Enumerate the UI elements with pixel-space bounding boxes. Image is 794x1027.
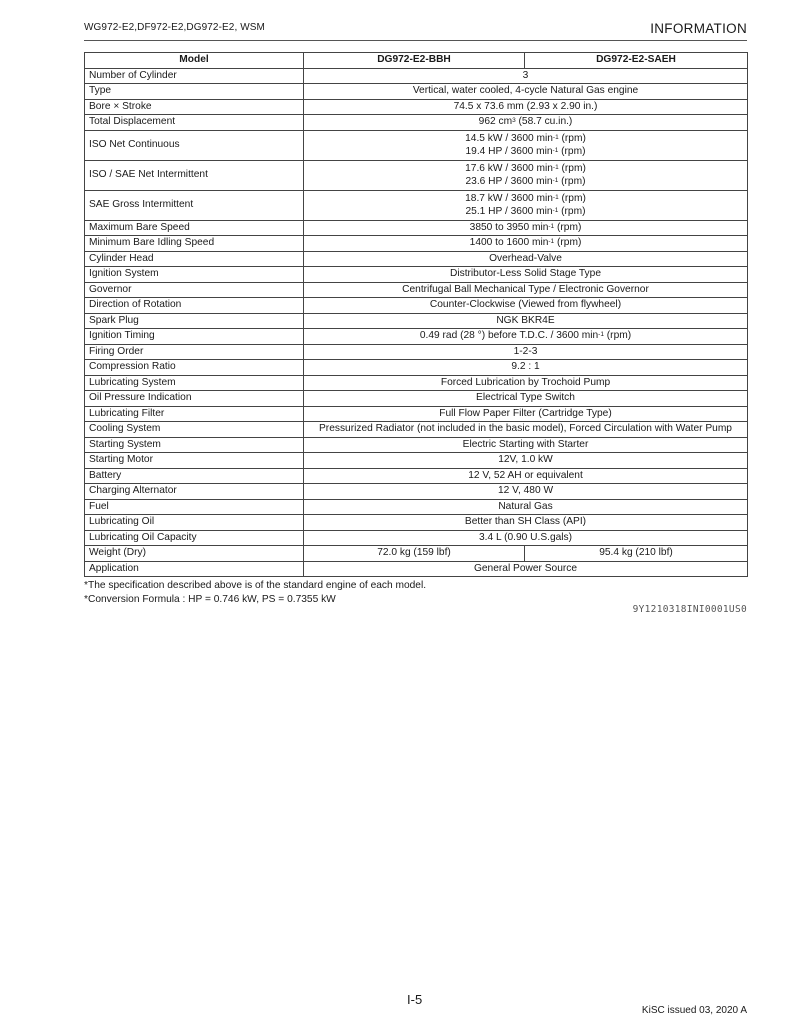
table-row xyxy=(85,422,748,438)
table-row xyxy=(85,329,748,345)
spec-value: Better than SH Class (API) xyxy=(304,515,748,531)
spec-value: 14.5 kW / 3600 $\min^{-1} (rpm)$ 19.4 HP / 3600 $\min^{-1} (rpm)$ xyxy=(304,130,748,160)
table-row xyxy=(85,546,748,562)
table-row xyxy=(85,561,748,577)
table-row xyxy=(85,115,748,131)
spec-label: Firing Order xyxy=(85,344,304,360)
table-row xyxy=(85,406,748,422)
spec-label: Lubricating Oil Capacity xyxy=(85,530,304,546)
footnote: *The specification described above is of the standard engine of each model. xyxy=(84,580,427,591)
header-divider xyxy=(84,40,747,41)
spec-value: Full Flow Paper Filter (Cartridge Type) xyxy=(304,406,748,422)
table-row xyxy=(85,68,748,84)
spec-value: 3850 to 3950 $\min^{-1} (rpm)$ xyxy=(304,220,748,236)
spec-label: Type xyxy=(85,84,304,100)
spec-label: ISO / SAE Net Intermittent xyxy=(85,160,304,190)
spec-value: 12V, 1.0 kW xyxy=(304,453,748,469)
table-row xyxy=(85,344,748,360)
header-section-title: INFORMATION xyxy=(650,21,747,36)
model-b-header: DG972-E2-SAEH xyxy=(525,53,748,69)
spec-value: Distributor-Less Solid Stage Type xyxy=(304,267,748,283)
spec-label: ISO Net Continuous xyxy=(85,130,304,160)
spec-label: Maximum Bare Speed xyxy=(85,220,304,236)
issue-info: KiSC issued 03, 2020 A xyxy=(641,1005,747,1016)
spec-value: 3.4 L (0.90 U.S.gals) xyxy=(304,530,748,546)
spec-value: General Power Source xyxy=(304,561,748,577)
spec-label: Cooling System xyxy=(85,422,304,438)
spec-label: Cylinder Head xyxy=(85,251,304,267)
spec-label: Total Displacement xyxy=(85,115,304,131)
spec-label: Number of Cylinder xyxy=(85,68,304,84)
spec-value: NGK BKR4E xyxy=(304,313,748,329)
table-row xyxy=(85,282,748,298)
spec-value: 12 V, 480 W xyxy=(304,484,748,500)
spec-value: 1400 to 1600 $\min^{-1} (rpm)$ xyxy=(304,236,748,252)
spec-label: Spark Plug xyxy=(85,313,304,329)
spec-label: Minimum Bare Idling Speed xyxy=(85,236,304,252)
spec-label: Ignition System xyxy=(85,267,304,283)
spec-label: Lubricating System xyxy=(85,375,304,391)
spec-value: Pressurized Radiator (not included in the basic model), Forced Circulation with Water Pump xyxy=(304,422,748,438)
document-code: 9Y1210318INI0001US0 xyxy=(632,604,747,615)
spec-value: Electric Starting with Starter xyxy=(304,437,748,453)
table-row xyxy=(85,190,748,220)
table-row xyxy=(85,267,748,283)
table-row xyxy=(85,130,748,160)
spec-value: 12 V, 52 AH or equivalent xyxy=(304,468,748,484)
spec-value: 74.5 x 73.6 mm (2.93 x 2.90 in.) xyxy=(304,99,748,115)
spec-value: Overhead-Valve xyxy=(304,251,748,267)
spec-label: Battery xyxy=(85,468,304,484)
table-row xyxy=(85,375,748,391)
header-doc-title: WG972-E2,DF972-E2,DG972-E2, WSM xyxy=(84,22,265,33)
table-row xyxy=(85,84,748,100)
spec-label: Lubricating Oil xyxy=(85,515,304,531)
spec-label: Starting System xyxy=(85,437,304,453)
spec-value: 9.2 : 1 xyxy=(304,360,748,376)
table-row xyxy=(85,437,748,453)
footnotes xyxy=(84,579,426,607)
table-header-row xyxy=(85,53,748,69)
spec-value: Centrifugal Ball Mechanical Type / Electronic Governor xyxy=(304,282,748,298)
table-row xyxy=(85,530,748,546)
spec-label: Fuel xyxy=(85,499,304,515)
spec-value-model-a: 72.0 kg (159 lbf) xyxy=(304,546,525,562)
spec-label: Weight (Dry) xyxy=(85,546,304,562)
spec-value: Electrical Type Switch xyxy=(304,391,748,407)
table-row xyxy=(85,484,748,500)
table-row xyxy=(85,499,748,515)
spec-value: 1-2-3 xyxy=(304,344,748,360)
table-row xyxy=(85,298,748,314)
spec-value: 3 xyxy=(304,68,748,84)
spec-label: Direction of Rotation xyxy=(85,298,304,314)
spec-label: Ignition Timing xyxy=(85,329,304,345)
spec-value: 18.7 kW / 3600 $\min^{-1} (rpm)$ 25.1 HP / 3600 $\min^{-1} (rpm)$ xyxy=(304,190,748,220)
model-header: Model xyxy=(85,53,304,69)
table-row xyxy=(85,236,748,252)
table-row xyxy=(85,360,748,376)
spec-value: 962 $cm^3$ (58.7 cu.in.) xyxy=(304,115,748,131)
spec-value: Counter-Clockwise (Viewed from flywheel) xyxy=(304,298,748,314)
table-row xyxy=(85,515,748,531)
table-row xyxy=(85,468,748,484)
spec-label: Application xyxy=(85,561,304,577)
spec-label: Bore × Stroke xyxy=(85,99,304,115)
spec-value: Vertical, water cooled, 4-cycle Natural Gas engine xyxy=(304,84,748,100)
table-row xyxy=(85,160,748,190)
spec-label: Governor xyxy=(85,282,304,298)
table-row xyxy=(85,220,748,236)
model-a-header: DG972-E2-BBH xyxy=(304,53,525,69)
specification-table xyxy=(84,52,748,577)
footnote: *Conversion Formula : HP = 0.746 kW, PS = 0.7355 kW xyxy=(84,594,336,605)
spec-value: Forced Lubrication by Trochoid Pump xyxy=(304,375,748,391)
table-row xyxy=(85,453,748,469)
spec-label: SAE Gross Intermittent xyxy=(85,190,304,220)
table-row xyxy=(85,391,748,407)
spec-label: Starting Motor xyxy=(85,453,304,469)
spec-label: Oil Pressure Indication xyxy=(85,391,304,407)
spec-value: 0.49 rad (28 °) before T.D.C. / 3600 $\min^{-1} (rpm)$ xyxy=(304,329,748,345)
spec-value: 17.6 kW / 3600 $\min^{-1} (rpm)$ 23.6 HP / 3600 $\min^{-1} (rpm)$ xyxy=(304,160,748,190)
spec-label: Compression Ratio xyxy=(85,360,304,376)
spec-value-model-b: 95.4 kg (210 lbf) xyxy=(525,546,748,562)
spec-value: Natural Gas xyxy=(304,499,748,515)
table-row xyxy=(85,313,748,329)
spec-label: Lubricating Filter xyxy=(85,406,304,422)
table-row xyxy=(85,99,748,115)
table-row xyxy=(85,251,748,267)
spec-label: Charging Alternator xyxy=(85,484,304,500)
page-number: I-5 xyxy=(407,992,423,1007)
